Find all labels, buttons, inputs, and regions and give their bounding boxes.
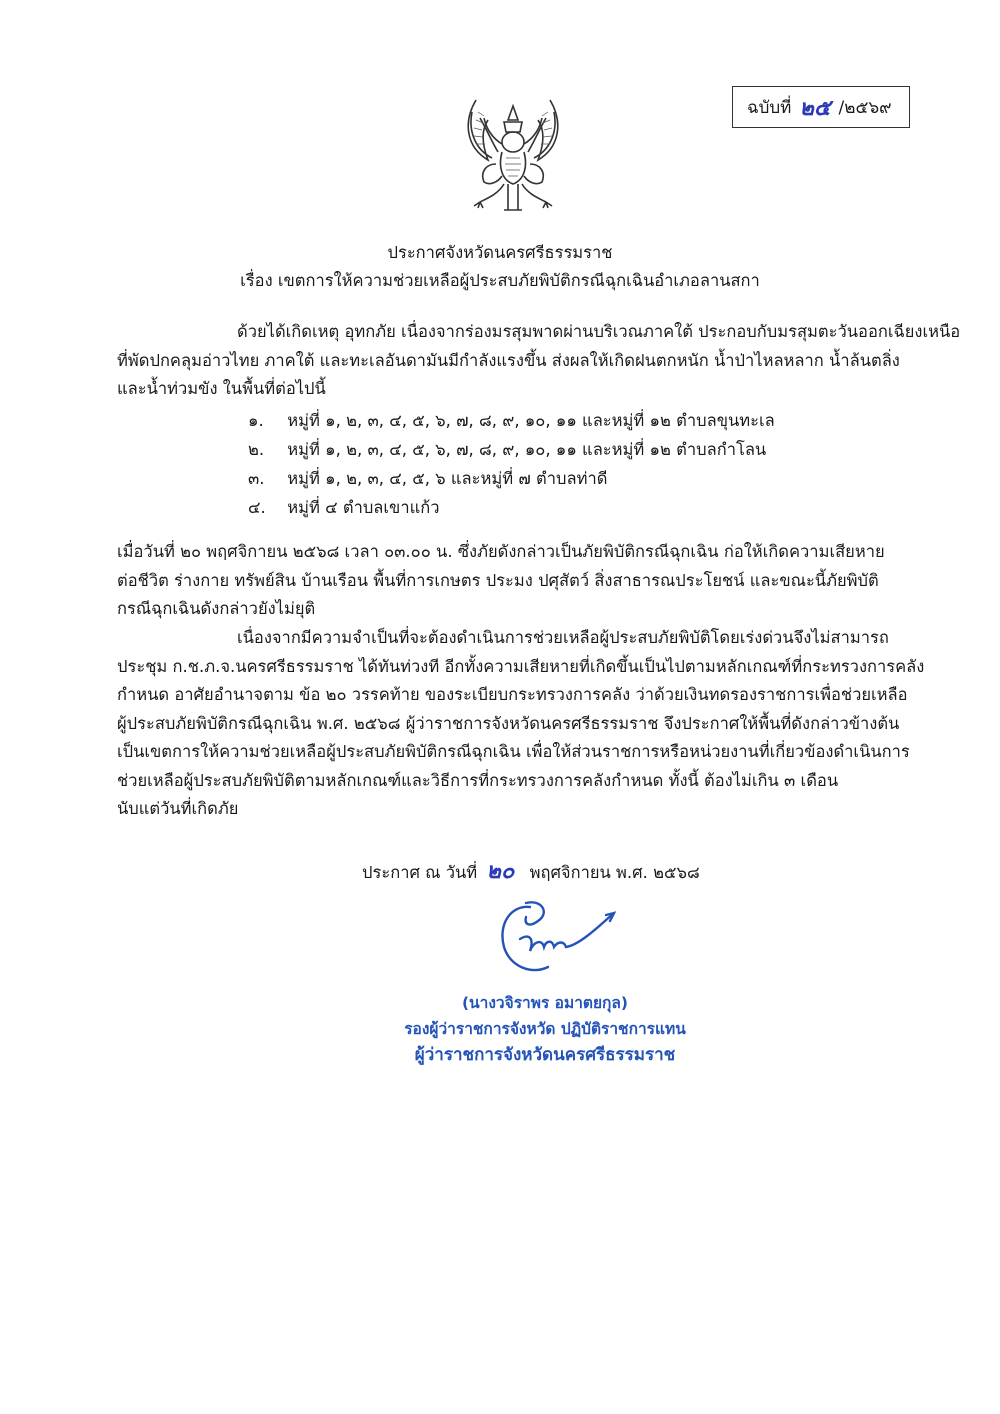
- handwritten-signature-icon: [490, 895, 620, 980]
- date-handwritten-day: ๒๐: [486, 859, 515, 884]
- document-number-label: ฉบับที่: [747, 97, 792, 118]
- list-item-number: ๒.: [248, 440, 265, 459]
- list-item-number: ๔.: [248, 498, 266, 517]
- paragraph-line: ช่วยเหลือผู้ประสบภัยพิบัติตามหลักเกณฑ์และวิธีการที่กระทรวงการคลังกำหนด ทั้งนี้ ต้องไม่เกิน ๓ เดือน: [117, 770, 839, 790]
- document-number-year: /๒๕๖๙: [838, 97, 892, 118]
- paragraph-line: เนื่องจากมีความจำเป็นที่จะต้องดำเนินการช่วยเหลือผู้ประสบภัยพิบัติโดยเร่งด่วนจึงไม่สามารถ: [237, 628, 889, 647]
- signatory-position-on-behalf: ผู้ว่าราชการจังหวัดนครศรีธรรมราช: [414, 1045, 676, 1065]
- list-item: [248, 435, 775, 464]
- list-item: [248, 464, 775, 493]
- page-title: ประกาศจังหวัดนครศรีธรรมราช: [387, 243, 613, 262]
- signatory-block: [380, 990, 710, 1068]
- paragraph-line: ผู้ประสบภัยพิบัติกรณีฉุกเฉิน พ.ศ. ๒๕๖๘ ผู้ว่าราชการจังหวัดนครศรีธรรมราช จึงประกาศให้พื้นที่ดังกล่าวข้างต้น: [117, 713, 900, 733]
- paragraph-declaration: [117, 624, 925, 824]
- signatory-position: รองผู้ว่าราชการจังหวัด ปฏิบัติราชการแทน: [404, 1020, 686, 1038]
- date-prefix: ประกาศ ณ วันที่: [362, 863, 478, 882]
- paragraph-line: ประชุม ก.ช.ภ.จ.นครศรีธรรมราช ได้ทันท่วงที อีกทั้งความเสียหายที่เกิดขึ้นเป็นไปตามหลักเกณฑ์ที่กระทรวงการคลัง: [117, 656, 925, 676]
- document-number-box: [732, 86, 910, 128]
- date-suffix: พฤศจิกายน พ.ศ. ๒๕๖๘: [529, 863, 700, 882]
- paragraph-incident: [117, 318, 961, 404]
- paragraph-line: กำหนด อาศัยอำนาจตาม ข้อ ๒๐ วรรคท้าย ของระเบียบกระทรวงการคลัง ว่าด้วยเงินทดรองราชการเพื่อช่วยเหลือ: [117, 685, 908, 704]
- list-item-text: หมู่ที่ ๑, ๒, ๓, ๔, ๕, ๖, ๗, ๘, ๙, ๑๐, ๑๑ และหมู่ที่ ๑๒ ตำบลกำโลน: [287, 440, 767, 459]
- affected-areas-list: [248, 406, 775, 522]
- document-number-handwritten: ๒๕: [799, 95, 831, 121]
- garuda-emblem-icon: [458, 92, 568, 217]
- list-item: [248, 406, 775, 435]
- paragraph-line: เมื่อวันที่ ๒๐ พฤศจิกายน ๒๕๖๘ เวลา ๐๓.๐๐ น. ซึ่งภัยดังกล่าวเป็นภัยพิบัติกรณีฉุกเฉิน ก่อให้เกิดความเสียหาย: [117, 542, 885, 561]
- paragraph-line: ด้วยได้เกิดเหตุ อุทกภัย เนื่องจากร่องมรสุมพาดผ่านบริเวณภาคใต้ ประกอบกับมรสุมตะวันออกเฉียงเหนือ: [237, 322, 961, 341]
- paragraph-damage: [117, 538, 914, 624]
- list-item: [248, 493, 775, 522]
- announcement-date: [362, 853, 700, 888]
- paragraph-line: กรณีฉุกเฉินดังกล่าวยังไม่ยุติ: [117, 599, 316, 618]
- list-item-text: หมู่ที่ ๑, ๒, ๓, ๔, ๕, ๖ และหมู่ที่ ๗ ตำบลท่าดี: [287, 469, 608, 488]
- paragraph-line: เป็นเขตการให้ความช่วยเหลือผู้ประสบภัยพิบัติกรณีฉุกเฉิน เพื่อให้ส่วนราชการหรือหน่วยงานที่เกี่ยวข้องดำเนินการ: [117, 742, 910, 761]
- list-item-number: ๓.: [248, 469, 265, 488]
- list-item-text: หมู่ที่ ๑, ๒, ๓, ๔, ๕, ๖, ๗, ๘, ๙, ๑๐, ๑๑ และหมู่ที่ ๑๒ ตำบลขุนทะเล: [287, 411, 775, 430]
- paragraph-line: ที่พัดปกคลุมอ่าวไทย ภาคใต้ และทะเลอันดามันมีกำลังแรงขึ้น ส่งผลให้เกิดฝนตกหนัก น้ำป่าไหลหลาก น้ำล้นตลิ่ง: [117, 350, 900, 370]
- paragraph-line: นับแต่วันที่เกิดภัย: [117, 799, 239, 818]
- list-item-number: ๑.: [248, 411, 264, 430]
- paragraph-line: และน้ำท่วมขัง ในพื้นที่ต่อไปนี้: [117, 379, 326, 398]
- list-item-text: หมู่ที่ ๔ ตำบลเขาแก้ว: [287, 498, 440, 517]
- subject-line: เรื่อง เขตการให้ความช่วยเหลือผู้ประสบภัยพิบัติกรณีฉุกเฉินอำเภอลานสกา: [240, 271, 760, 290]
- signatory-name: (นางวจิราพร อมาตยกุล): [461, 994, 629, 1012]
- paragraph-line: ต่อชีวิต ร่างกาย ทรัพย์สิน บ้านเรือน พื้นที่การเกษตร ประมง ปศุสัตว์ สิ่งสาธารณประโยชน์ และขณะนี้ภัยพิบัติ: [117, 570, 879, 590]
